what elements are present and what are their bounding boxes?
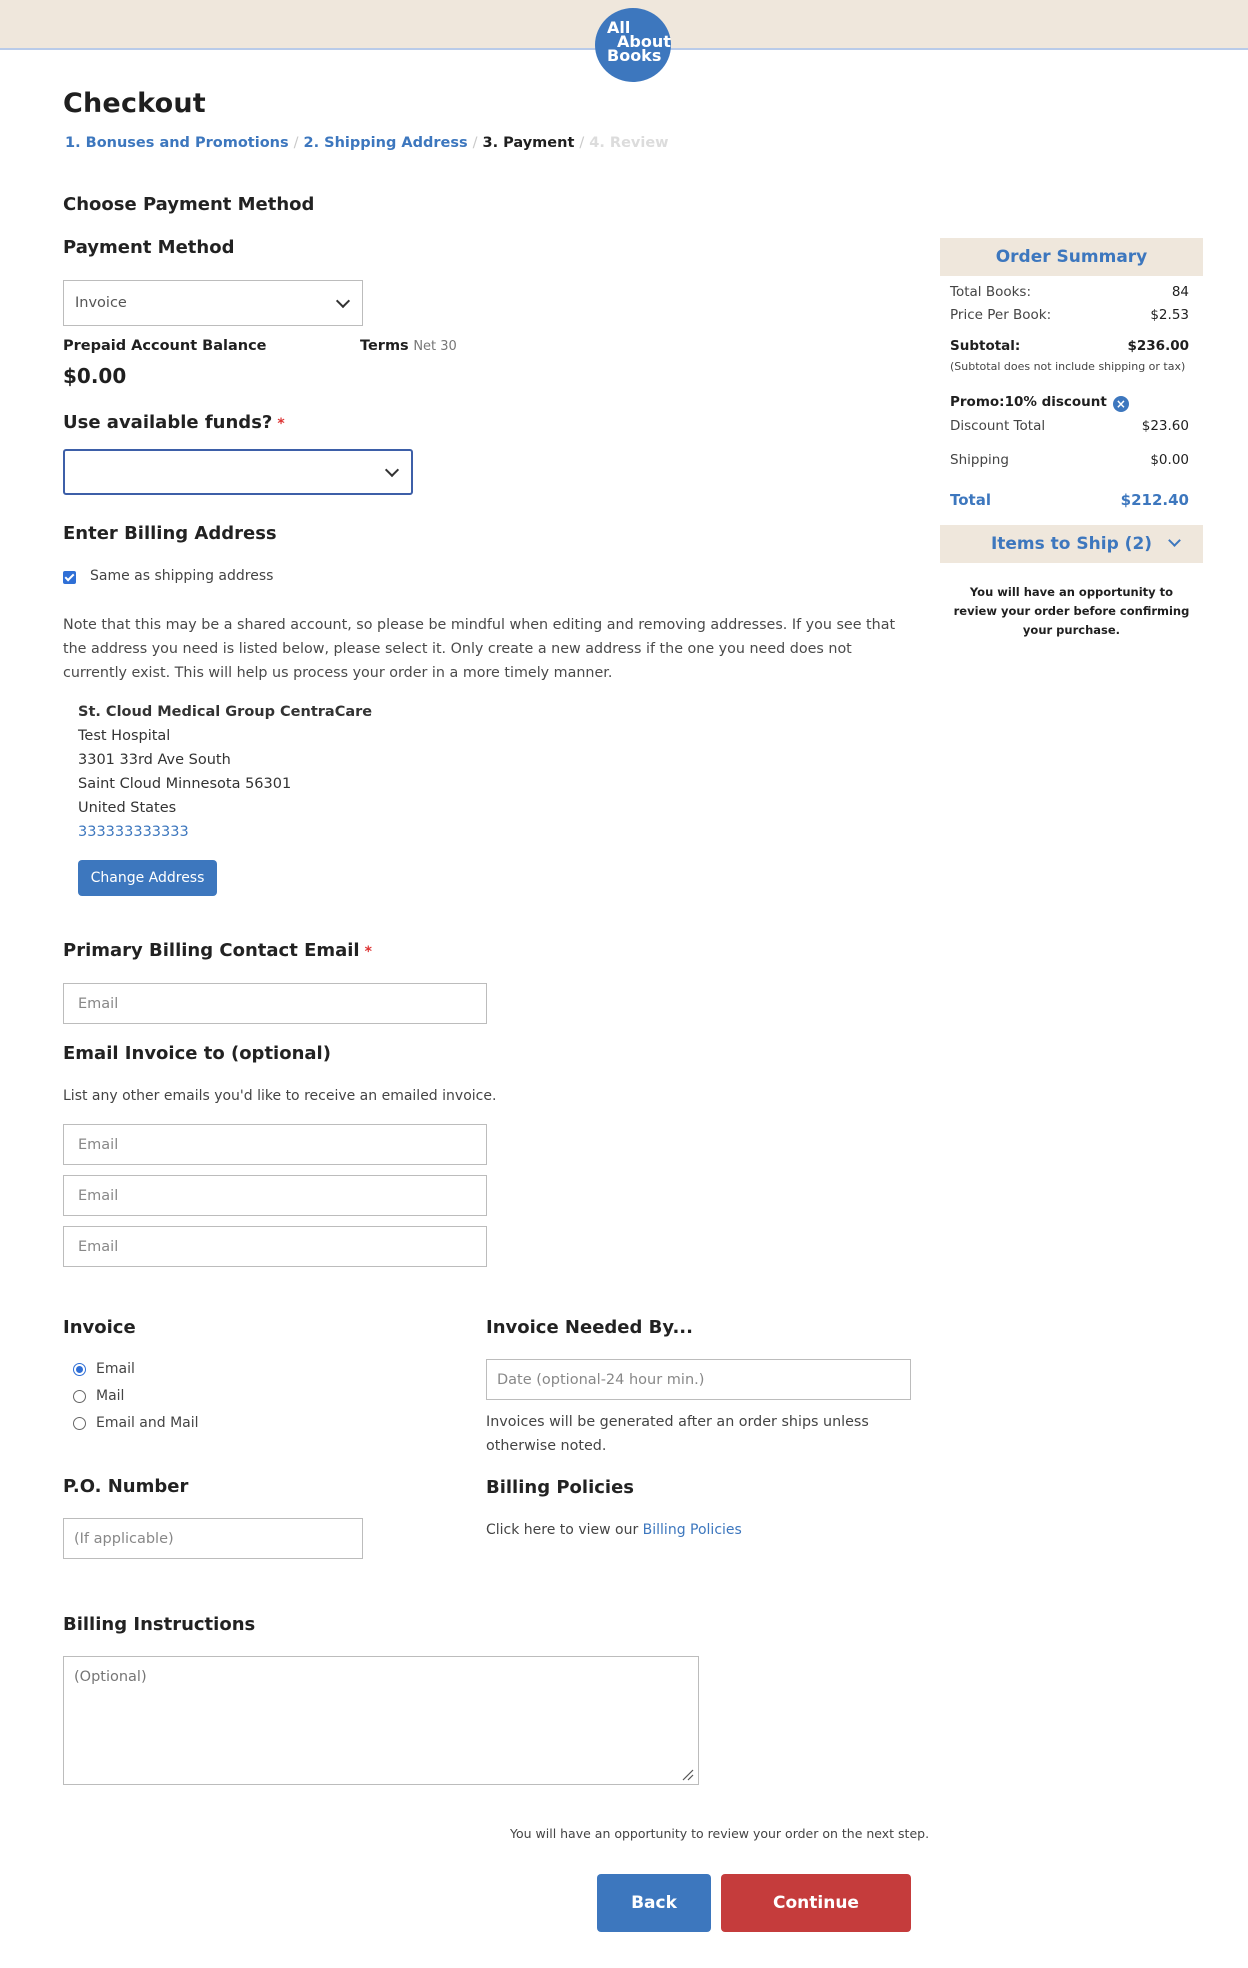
billing-instructions-label: Billing Instructions	[63, 1614, 256, 1635]
prepaid-balance-value: $0.00	[63, 364, 127, 388]
invoice-email-and-mail-radio[interactable]	[73, 1417, 86, 1430]
invoice-needed-by-label: Invoice Needed By...	[486, 1317, 693, 1338]
required-asterisk: *	[277, 416, 285, 432]
continue-button[interactable]: Continue	[721, 1874, 911, 1932]
total-books-label: Total Books:	[950, 284, 1031, 300]
billing-policies-label: Billing Policies	[486, 1477, 635, 1498]
billing-instructions-textarea[interactable]	[63, 1656, 699, 1785]
invoice-email-input-1[interactable]: Email	[63, 1124, 487, 1165]
terms-label: Terms	[360, 338, 409, 354]
chevron-down-icon	[1168, 534, 1181, 547]
subtotal-row	[950, 338, 1189, 354]
subtotal-value: $236.00	[1127, 338, 1189, 354]
logo-text-2: About	[617, 32, 671, 51]
address-country: United States	[78, 800, 177, 816]
invoice-needed-by-input[interactable]: Date (optional-24 hour min.)	[486, 1359, 911, 1400]
invoice-email-option: Email	[96, 1361, 135, 1377]
shared-account-note: Note that this may be a shared account, so please be mindful when editing and removing addresses. If you see that the address you need is listed below, please select it. Only create a new address if the one you need does not currently exist. This will help us process your order in a more timely manner.	[63, 617, 896, 681]
items-to-ship-toggle[interactable]	[940, 525, 1203, 563]
address-city: Saint Cloud Minnesota 56301	[78, 776, 292, 792]
discount-label: Discount Total	[950, 418, 1046, 434]
order-summary-title: Order Summary	[940, 238, 1203, 276]
billing-policies-prefix: Click here to view our	[486, 1522, 639, 1538]
resize-grip-icon[interactable]	[680, 1767, 694, 1781]
address-company: Test Hospital	[78, 728, 171, 744]
po-number-input[interactable]: (If applicable)	[63, 1518, 363, 1559]
total-row	[950, 491, 1189, 509]
billing-address-block	[78, 700, 372, 844]
breadcrumb-separator: /	[579, 135, 585, 151]
billing-policies-text	[486, 1522, 742, 1538]
address-phone-link[interactable]: 333333333333	[78, 824, 189, 840]
address-name: St. Cloud Medical Group CentraCare	[78, 704, 373, 720]
subtotal-label: Subtotal:	[950, 338, 1021, 354]
summary-review-note: You will have an opportunity to review your order before confirming your purchase.	[953, 585, 1190, 637]
billing-policies-link[interactable]: Billing Policies	[642, 1522, 742, 1538]
order-summary-panel	[940, 238, 1203, 637]
back-button[interactable]: Back	[597, 1874, 711, 1932]
items-to-ship-label: Items to Ship (2)	[990, 534, 1153, 554]
invoice-mail-radio[interactable]	[73, 1390, 86, 1403]
discount-value: $23.60	[1141, 418, 1189, 434]
invoice-needed-by-note: Invoices will be generated after an order ships unless otherwise noted.	[486, 1414, 869, 1454]
shipping-value: $0.00	[1150, 452, 1189, 468]
breadcrumb	[65, 135, 669, 151]
invoice-email-radio[interactable]	[73, 1363, 86, 1376]
shipping-label: Shipping	[950, 452, 1009, 468]
discount-row	[950, 418, 1189, 434]
price-per-book-value: $2.53	[1150, 307, 1189, 323]
remove-promo-icon[interactable]: ×	[1113, 396, 1129, 412]
invoice-mail-option: Mail	[96, 1388, 125, 1404]
promo-label: Promo:10% discount	[950, 394, 1107, 410]
breadcrumb-separator: /	[472, 135, 478, 151]
terms-value: Net 30	[413, 339, 457, 354]
invoice-email-and-mail-option: Email and Mail	[96, 1415, 199, 1431]
total-label: Total	[950, 491, 991, 509]
breadcrumb-separator: /	[293, 135, 299, 151]
price-per-book-row	[950, 307, 1189, 323]
primary-email-input[interactable]: Email	[63, 983, 487, 1024]
total-value: $212.40	[1120, 491, 1189, 509]
payment-method-label: Payment Method	[63, 237, 235, 258]
use-funds-select[interactable]	[63, 449, 413, 495]
payment-method-select[interactable]	[63, 280, 363, 326]
chevron-down-icon	[385, 463, 399, 477]
use-funds-text: Use available funds?	[63, 412, 273, 433]
review-next-step-note: You will have an opportunity to review your order on the next step.	[510, 1826, 930, 1841]
all-about-books-logo[interactable]	[595, 8, 671, 82]
invoice-email-input-2[interactable]: Email	[63, 1175, 487, 1216]
chevron-down-icon	[336, 294, 350, 308]
logo-text-3: Books	[607, 46, 662, 65]
breadcrumb-step-promotions[interactable]: 1. Bonuses and Promotions	[65, 135, 289, 151]
logo-text-1: All	[607, 18, 631, 37]
choose-payment-heading: Choose Payment Method	[63, 194, 315, 215]
invoice-email-input-3[interactable]: Email	[63, 1226, 487, 1267]
required-asterisk: *	[364, 944, 372, 960]
page-title: Checkout	[63, 88, 206, 119]
promo-line	[950, 394, 1129, 412]
breadcrumb-step-review: 4. Review	[589, 135, 669, 151]
payment-method-value: Invoice	[75, 295, 127, 311]
primary-email-text: Primary Billing Contact Email	[63, 940, 360, 961]
breadcrumb-step-shipping[interactable]: 2. Shipping Address	[303, 135, 468, 151]
same-as-shipping-checkbox[interactable]	[63, 571, 76, 584]
billing-address-heading: Enter Billing Address	[63, 523, 277, 544]
use-funds-label	[63, 412, 285, 433]
po-number-label: P.O. Number	[63, 1476, 189, 1497]
subtotal-note: (Subtotal does not include shipping or tax)	[950, 360, 1186, 373]
primary-email-label	[63, 940, 372, 961]
total-books-value: 84	[1171, 284, 1189, 300]
email-invoice-hint: List any other emails you'd like to receive an emailed invoice.	[63, 1088, 497, 1104]
same-as-shipping-label: Same as shipping address	[90, 568, 274, 584]
prepaid-balance-label: Prepaid Account Balance	[63, 338, 267, 354]
shipping-row	[950, 452, 1189, 468]
breadcrumb-step-payment: 3. Payment	[482, 135, 575, 151]
invoice-label: Invoice	[63, 1317, 136, 1338]
change-address-button[interactable]: Change Address	[78, 860, 217, 896]
terms	[360, 338, 457, 354]
email-invoice-label: Email Invoice to (optional)	[63, 1043, 331, 1064]
price-per-book-label: Price Per Book:	[950, 307, 1052, 323]
address-street: 3301 33rd Ave South	[78, 752, 231, 768]
total-books-row	[950, 284, 1189, 300]
